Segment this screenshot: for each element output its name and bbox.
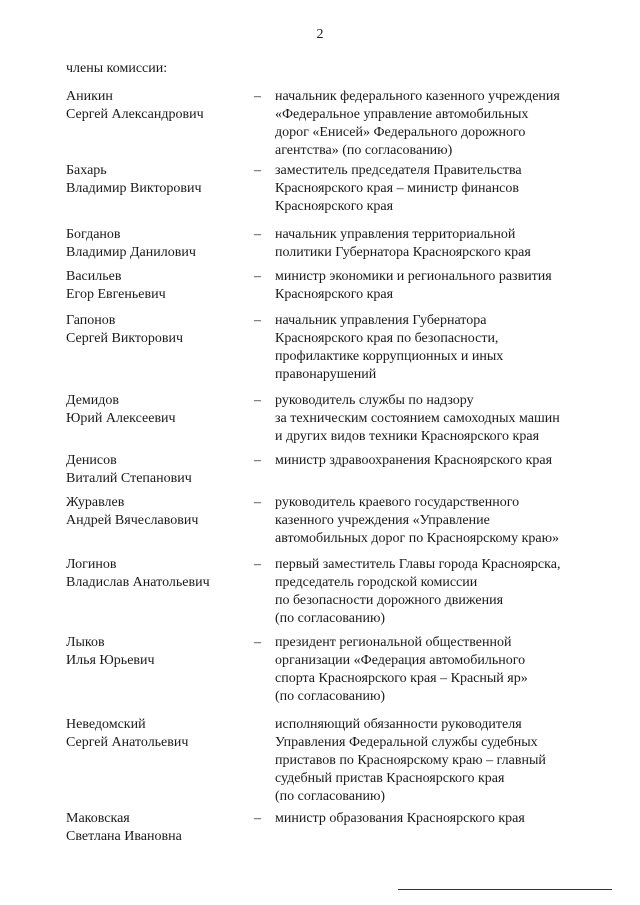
member-given-names: Сергей Александрович [66, 107, 204, 122]
member-surname: Денисов [66, 453, 117, 468]
member-surname: Васильев [66, 269, 122, 284]
member-name [66, 452, 246, 488]
dash-separator: – [254, 811, 261, 826]
member-surname: Бахарь [66, 163, 107, 178]
position-line: президент региональной общественной [275, 635, 512, 650]
member-surname: Неведомский [66, 717, 146, 732]
member-given-names: Илья Юрьевич [66, 653, 155, 668]
position-line: и других видов техники Красноярского края [275, 429, 540, 444]
position-line: организации «Федерация автомобильного [275, 653, 526, 668]
position-line: председатель городской комиссии [275, 575, 478, 590]
member-position [275, 556, 595, 628]
position-line: руководитель краевого государственного [275, 495, 520, 510]
member-name [66, 716, 246, 752]
member-position [275, 162, 595, 216]
member-given-names: Владислав Анатольевич [66, 575, 210, 590]
member-name [66, 634, 246, 670]
page-number: 2 [316, 27, 324, 42]
member-surname: Журавлев [66, 495, 125, 510]
position-line: министр здравоохранения Красноярского края [275, 453, 553, 468]
position-line: правонарушений [275, 367, 377, 382]
member-surname: Гапонов [66, 313, 116, 328]
position-line: Красноярского края по безопасности, [275, 331, 499, 346]
member-given-names: Виталий Степанович [66, 471, 192, 486]
position-line: Красноярского края – министр финансов [275, 181, 520, 196]
position-line: профилактике коррупционных и иных [275, 349, 504, 364]
position-line: дорог «Енисей» Федерального дорожного [275, 125, 526, 140]
footer-rule [398, 889, 612, 890]
dash-separator: – [254, 495, 261, 510]
member-name [66, 268, 246, 304]
section-heading: члены комиссии: [66, 61, 168, 76]
position-line: агентства» (по согласованию) [275, 143, 453, 158]
member-given-names: Юрий Алексеевич [66, 411, 176, 426]
member-name [66, 810, 246, 846]
position-line: политики Губернатора Красноярского края [275, 245, 531, 260]
position-line: руководитель службы по надзору [275, 393, 474, 408]
member-position [275, 452, 595, 470]
position-line: за техническим состоянием самоходных машин [275, 411, 560, 426]
position-line: начальник управления территориальной [275, 227, 516, 242]
member-position [275, 392, 595, 446]
member-position [275, 226, 595, 262]
member-position [275, 716, 595, 806]
position-line: Красноярского края [275, 199, 394, 214]
dash-separator: – [254, 393, 261, 408]
dash-separator: – [254, 453, 261, 468]
position-line: спорта Красноярского края – Красный яр» [275, 671, 528, 686]
member-name [66, 392, 246, 428]
position-line: по безопасности дорожного движения [275, 593, 504, 608]
position-line: Управления Федеральной службы судебных [275, 735, 538, 750]
position-line: министр экономики и регионального развития [275, 269, 552, 284]
position-line: министр образования Красноярского края [275, 811, 525, 826]
member-position [275, 88, 595, 160]
dash-separator: – [254, 227, 261, 242]
member-name [66, 494, 246, 530]
dash-separator: – [254, 557, 261, 572]
member-name [66, 162, 246, 198]
member-given-names: Светлана Ивановна [66, 829, 182, 844]
member-position [275, 312, 595, 384]
member-surname: Аникин [66, 89, 113, 104]
member-surname: Маковская [66, 811, 130, 826]
member-given-names: Андрей Вячеславович [66, 513, 199, 528]
dash-separator: – [254, 313, 261, 328]
member-given-names: Владимир Данилович [66, 245, 196, 260]
member-name [66, 312, 246, 348]
member-surname: Логинов [66, 557, 117, 572]
member-position [275, 634, 595, 706]
dash-separator: – [254, 89, 261, 104]
member-name [66, 556, 246, 592]
dash-separator: – [254, 635, 261, 650]
member-given-names: Сергей Анатольевич [66, 735, 189, 750]
position-line: (по согласованию) [275, 789, 386, 804]
position-line: приставов по Красноярскому краю – главный [275, 753, 546, 768]
position-line: «Федеральное управление автомобильных [275, 107, 529, 122]
member-position [275, 810, 595, 828]
position-line: заместитель председателя Правительства [275, 163, 522, 178]
dash-separator: – [254, 163, 261, 178]
member-name [66, 88, 246, 124]
member-position [275, 268, 595, 304]
position-line: первый заместитель Главы города Красноярска, [275, 557, 561, 572]
dash-separator: – [254, 269, 261, 284]
position-line: казенного учреждения «Управление [275, 513, 490, 528]
member-surname: Богданов [66, 227, 121, 242]
position-line: начальник федерального казенного учреждения [275, 89, 560, 104]
position-line: Красноярского края [275, 287, 394, 302]
position-line: исполняющий обязанности руководителя [275, 717, 522, 732]
member-surname: Лыков [66, 635, 105, 650]
position-line: (по согласованию) [275, 611, 386, 626]
position-line: начальник управления Губернатора [275, 313, 487, 328]
member-given-names: Сергей Викторович [66, 331, 184, 346]
member-given-names: Егор Евгеньевич [66, 287, 166, 302]
member-surname: Демидов [66, 393, 120, 408]
position-line: судебный пристав Красноярского края [275, 771, 505, 786]
member-given-names: Владимир Викторович [66, 181, 202, 196]
member-position [275, 494, 595, 548]
member-name [66, 226, 246, 262]
position-line: автомобильных дорог по Красноярскому краю» [275, 531, 560, 546]
position-line: (по согласованию) [275, 689, 386, 704]
